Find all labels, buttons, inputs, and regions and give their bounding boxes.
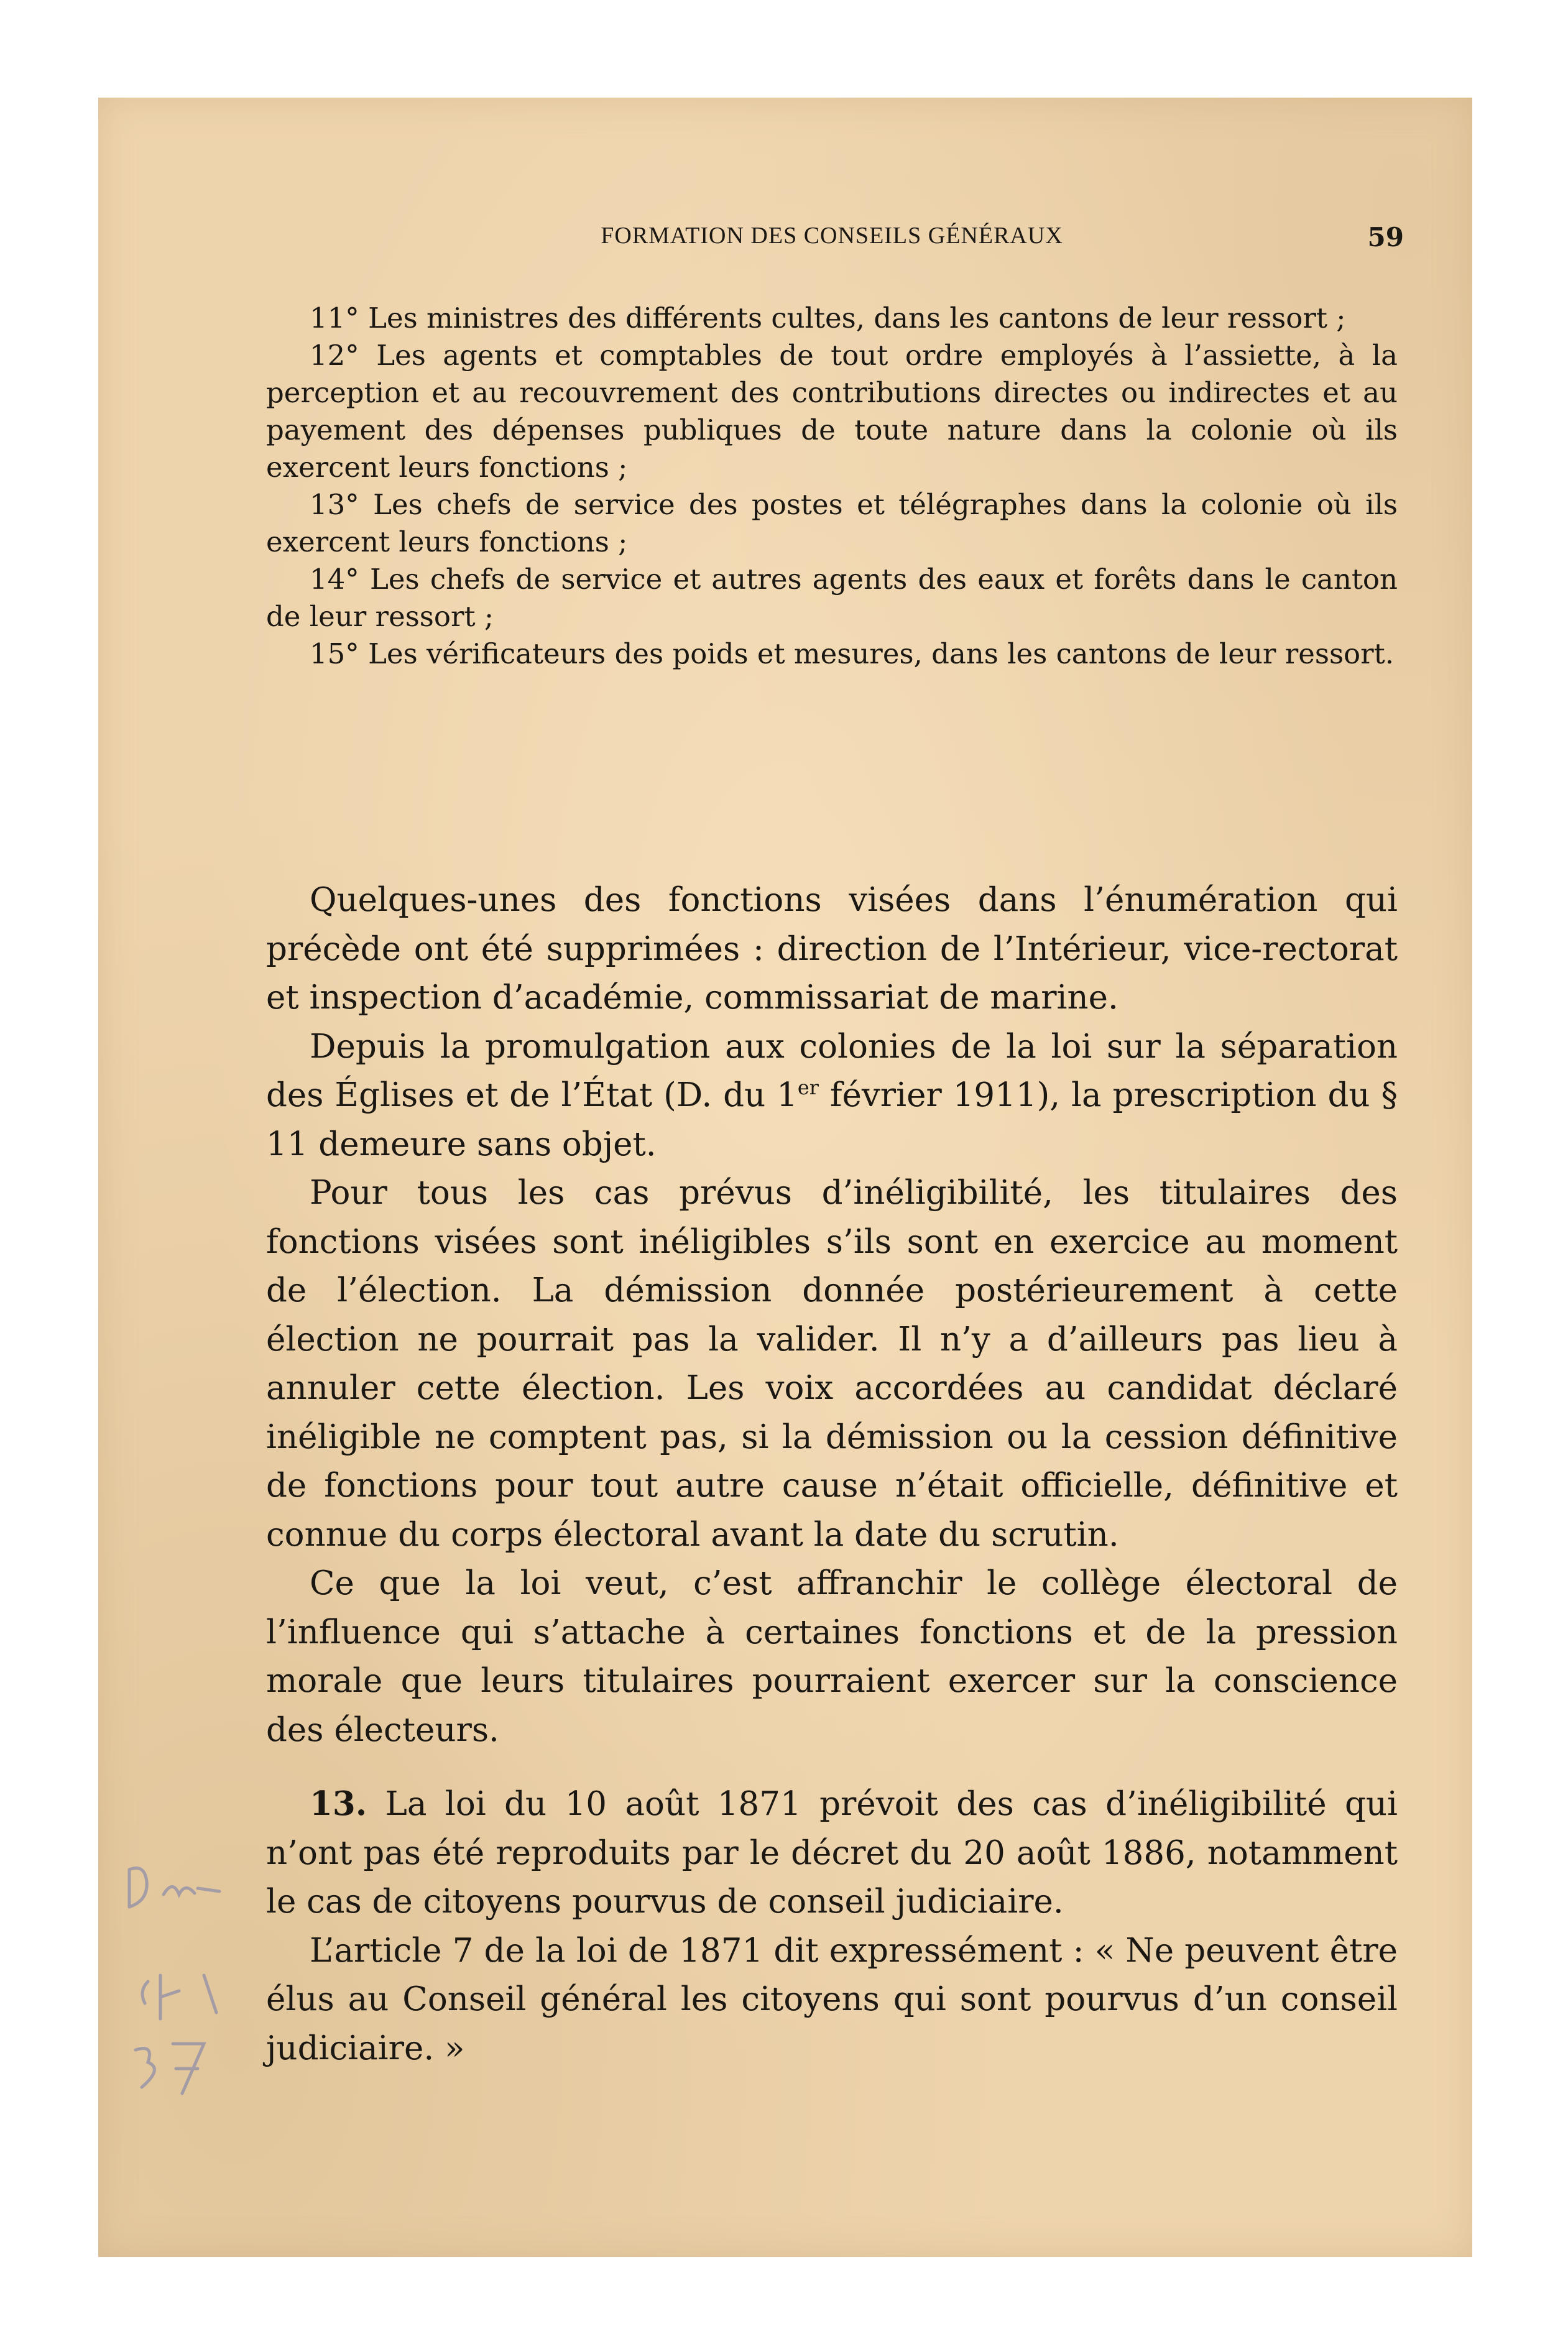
- paragraph-article-7: L’article 7 de la loi de 1871 dit expressément : « Ne peuvent être élus au Conseil général les citoyens qui sont pourvus d’un conseil judiciaire. »: [266, 1931, 1398, 2067]
- scanned-page: [98, 98, 1472, 2257]
- paragraph-text: février 1911), la prescription du § 11 demeure sans objet.: [266, 1076, 1398, 1163]
- running-title: FORMATION DES CONSEILS GÉNÉRAUX: [601, 223, 1063, 249]
- body-text: [266, 876, 1398, 2073]
- list-item: 14° Les chefs de service et autres agents des eaux et forêts dans le canton de leur ressort ;: [266, 563, 1398, 633]
- handwritten-margin-note: [111, 1857, 247, 2118]
- page-number: 59: [1367, 222, 1404, 252]
- enumeration-list: [266, 300, 1398, 673]
- section-13: [266, 1779, 1398, 1927]
- superscript: er: [797, 1076, 819, 1099]
- running-head: [266, 222, 1404, 259]
- handwritten-marks-icon: [111, 1857, 247, 2118]
- list-item: 15° Les vérificateurs des poids et mesures, dans les cantons de leur ressort.: [310, 637, 1395, 670]
- paragraph-text: La loi du 10 août 1871 prévoit des cas d’inéligibilité qui n’ont pas été reproduits par le décret du 20 août 1886, notamment le cas de citoyens pourvus de conseil judiciaire.: [266, 1785, 1398, 1921]
- paragraph-ineligibility-cases: Pour tous les cas prévus d’inéligibilité, les titulaires des fonctions visées sont inéligibles s’ils sont en exercice au moment de l’élection. La démission donnée postérieurement à cette élection ne pourrait pas la valider. Il n’y a d’ailleurs pas lieu à annuler cette élection. Les voix accordées au candidat déclaré inéligible ne comptent pas, si la démission ou la cession définitive de fonctions pour tout autre cause n’était officielle, définitive et connue du corps électoral avant la date du scrutin.: [266, 1174, 1398, 1554]
- list-item: 11° Les ministres des différents cultes, dans les cantons de leur ressort ;: [310, 302, 1346, 335]
- paragraph-separation-law: [266, 1023, 1398, 1170]
- list-item: 12° Les agents et comptables de tout ordre employés à l’assiette, à la perception et au recouvrement des contributions directes ou indirectes et au payement des dépenses publiques de toute nature dans la colonie où ils exercent leurs fonctions ;: [266, 339, 1398, 484]
- paragraph-text: Depuis la promulgation aux colonies de la loi sur la séparation des Églises et de l’État (D. du 1: [266, 1027, 1398, 1114]
- section-number: 13.: [310, 1784, 367, 1823]
- list-item: 13° Les chefs de service des postes et télégraphes dans la colonie où ils exercent leurs fonctions ;: [266, 488, 1398, 558]
- paragraph-suppressed-functions: Quelques-unes des fonctions visées dans l’énumération qui précède ont été supprimées : direction de l’Intérieur, vice-rectorat et inspection d’académie, commissariat de marine.: [266, 881, 1398, 1017]
- paragraph-law-purpose: Ce que la loi veut, c’est affranchir le collège électoral de l’influence qui s’attache à certaines fonctions et de la pression morale que leurs titulaires pourraient exercer sur la conscience des électeurs.: [266, 1564, 1398, 1749]
